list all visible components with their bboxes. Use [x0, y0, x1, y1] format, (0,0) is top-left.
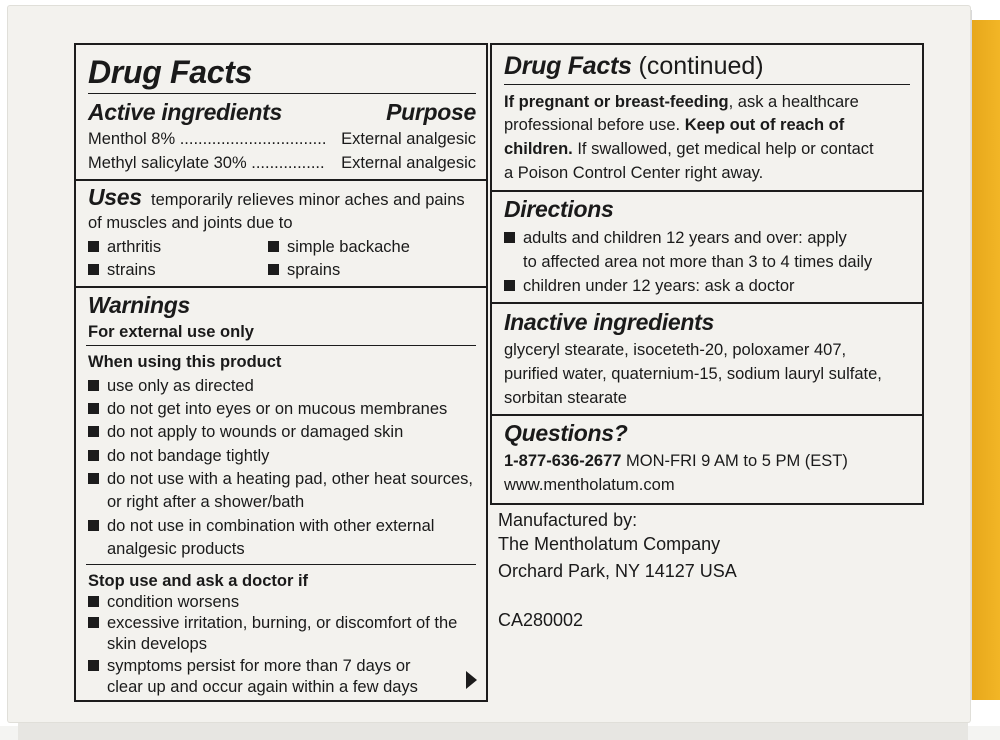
warning-line: use only as directed: [88, 376, 254, 396]
warning-line: do not apply to wounds or damaged skin: [88, 422, 403, 442]
active-ingredients-heading: Active ingredients: [88, 99, 282, 125]
inactive-ingredients-heading: Inactive ingredients: [504, 309, 715, 335]
stop-use-heading: Stop use and ask a doctor if: [88, 572, 309, 590]
title-rule: [504, 84, 910, 85]
uses-item-sprains: sprains: [268, 260, 340, 280]
pregnancy-line4: a Poison Control Center right away.: [504, 164, 764, 182]
questions-phone-line: 1-877-636-2677 MON-FRI 9 AM to 5 PM (EST): [504, 452, 848, 470]
label-panel: [8, 6, 970, 722]
inactive-line: glyceryl stearate, isoceteth-20, poloxamer 407,: [504, 341, 847, 359]
bullet-icon: [268, 241, 279, 252]
questions-heading: Questions?: [504, 420, 628, 446]
divider: [492, 190, 922, 192]
bullet-icon: [504, 232, 515, 243]
directions-heading: Directions: [504, 196, 614, 222]
external-use-only: For external use only: [88, 323, 254, 341]
ingredient-methyl-salicylate: Methyl salicylate 30% ................: [88, 154, 325, 172]
bullet-icon: [504, 280, 515, 291]
warning-line: do not get into eyes or on mucous membranes: [88, 399, 447, 419]
bullet-icon: [88, 660, 99, 671]
stop-line: symptoms persist for more than 7 days or: [88, 656, 411, 676]
pregnancy-line2: professional before use. Keep out of reach of: [504, 116, 845, 134]
warnings-heading: Warnings: [88, 292, 190, 318]
drug-facts-right-column: [490, 43, 924, 505]
uses-item-arthritis: arthritis: [88, 237, 161, 257]
divider: [76, 286, 486, 288]
warning-line-cont: analgesic products: [107, 540, 245, 558]
bullet-icon: [268, 264, 279, 275]
warning-line: do not use in combination with other external: [88, 516, 434, 536]
bullet-icon: [88, 520, 99, 531]
manufacturer-address: Orchard Park, NY 14127 USA: [498, 561, 737, 581]
purpose-menthol: External analgesic: [341, 130, 476, 148]
product-code: CA280002: [498, 610, 584, 630]
bullet-icon: [88, 596, 99, 607]
continued-title: Drug Facts (continued): [504, 52, 764, 80]
website: www.mentholatum.com: [504, 476, 675, 494]
title-rule: [88, 93, 476, 94]
bullet-icon: [88, 617, 99, 628]
drug-facts-left-column: [74, 43, 488, 702]
purpose-heading: Purpose: [386, 99, 476, 125]
bullet-icon: [88, 403, 99, 414]
continue-arrow-icon: [466, 671, 477, 689]
stop-line-cont: skin develops: [107, 635, 207, 653]
rule: [86, 345, 476, 346]
uses-heading: Uses: [88, 184, 142, 210]
uses-text-line1: temporarily relieves minor aches and pains: [151, 191, 465, 209]
manufacturer-line: Manufactured by:: [498, 510, 638, 530]
divider: [76, 179, 486, 181]
directions-line: adults and children 12 years and over: apply: [504, 228, 847, 248]
directions-line-cont: to affected area not more than 3 to 4 times daily: [523, 253, 873, 271]
uses-item-backache: simple backache: [268, 237, 410, 257]
warning-line-cont: or right after a shower/bath: [107, 493, 305, 511]
pregnancy-line1: If pregnant or breast-feeding, ask a healthcare: [504, 93, 859, 111]
when-using-heading: When using this product: [88, 353, 282, 371]
ingredient-menthol: Menthol 8% ................................: [88, 130, 327, 148]
warning-line: do not use with a heating pad, other heat sources,: [88, 469, 473, 489]
uses-item-strains: strains: [88, 260, 156, 280]
stop-line: condition worsens: [88, 592, 239, 612]
warning-line: do not bandage tightly: [88, 446, 269, 466]
rule: [86, 564, 476, 565]
uses-text-line2: of muscles and joints due to: [88, 214, 293, 232]
manufacturer-name: The Mentholatum Company: [498, 534, 721, 554]
inactive-line: sorbitan stearate: [504, 389, 627, 407]
purpose-methyl-salicylate: External analgesic: [341, 154, 476, 172]
pregnancy-line3: children. If swallowed, get medical help or contact: [504, 140, 874, 158]
divider: [492, 414, 922, 416]
directions-line: children under 12 years: ask a doctor: [504, 276, 795, 296]
drug-facts-title: Drug Facts: [88, 54, 253, 90]
divider: [492, 302, 922, 304]
stop-line: excessive irritation, burning, or discomfort of the: [88, 613, 457, 633]
stop-line-cont: clear up and occur again within a few days: [107, 678, 418, 696]
bullet-icon: [88, 241, 99, 252]
bullet-icon: [88, 450, 99, 461]
bullet-icon: [88, 473, 99, 484]
bullet-icon: [88, 380, 99, 391]
bullet-icon: [88, 264, 99, 275]
inactive-line: purified water, quaternium-15, sodium lauryl sulfate,: [504, 365, 882, 383]
bullet-icon: [88, 426, 99, 437]
